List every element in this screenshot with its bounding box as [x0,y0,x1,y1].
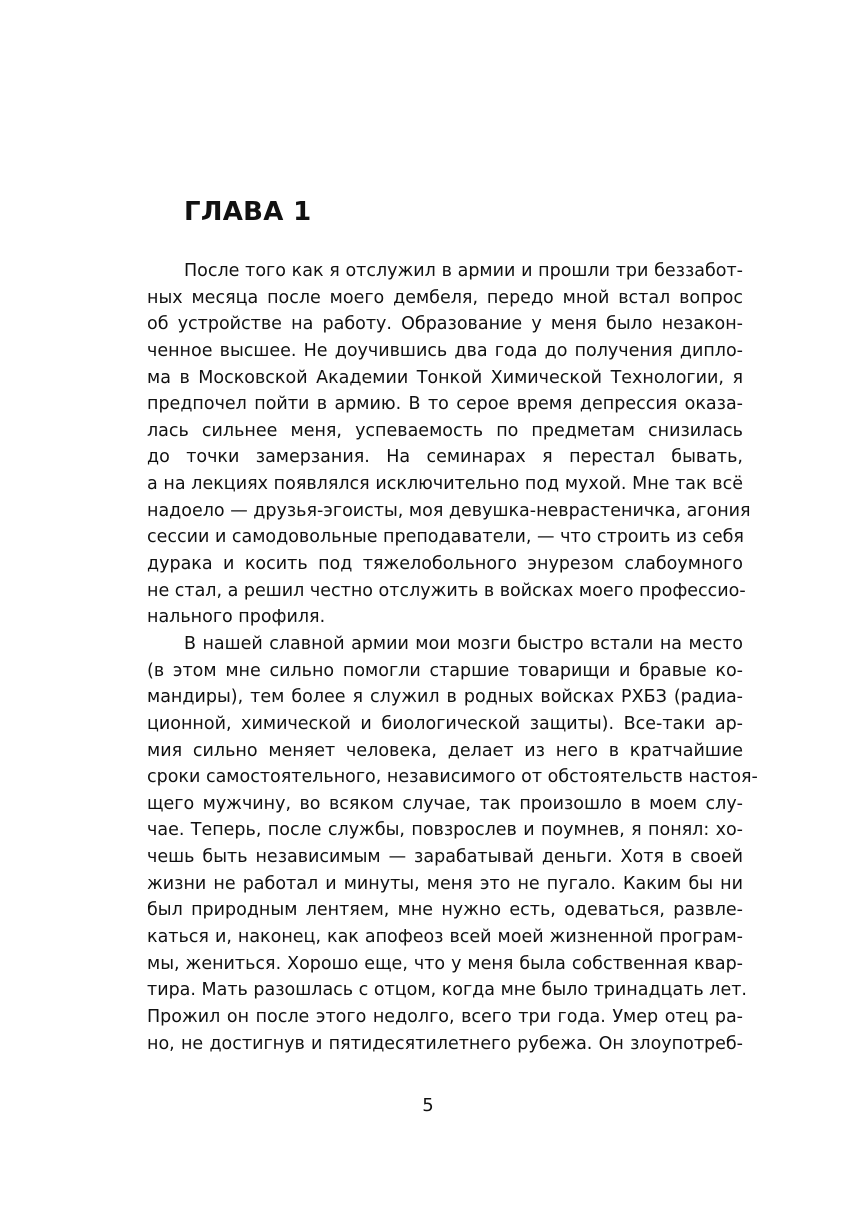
text-line: а на лекциях появлялся исключительно под мухой. Мне так всё [147,474,743,495]
paragraph-2 [147,631,758,1057]
text-line: (в этом мне сильно помогли старшие товарищи и бравые ко- [147,660,743,681]
text-line: мы, жениться. Хорошо еще, что у меня была собственная квар- [147,953,743,974]
text-line: но, не достигнув и пятидесятилетнего рубежа. Он злоупотреб- [147,1033,743,1054]
text-line: ных месяца после моего дембеля, передо мной встал вопрос [147,287,743,308]
text-line: жизни не работал и минуты, меня это не пугало. Каким бы ни [147,873,743,894]
text-line: надоело — друзья-эгоисты, моя девушка-неврастеничка, агония [147,500,751,521]
text-line: мия сильно меняет человека, делает из него в кратчайшие [147,740,743,761]
text-line: чешь быть независимым — зарабатывай деньги. Хотя в своей [147,847,743,868]
text-line: ционной, химической и биологической защиты). Все-таки ар- [147,713,743,734]
text-line: чае. Теперь, после службы, повзрослев и поумнев, я понял: хо- [147,820,743,841]
text-line: ма в Московской Академии Тонкой Химической Технологии, я [147,367,743,388]
text-line: был природным лентяем, мне нужно есть, одеваться, развле- [147,900,743,921]
chapter-title: ГЛАВА 1 [184,197,312,227]
text-line: не стал, а решил честно отслужить в войсках моего профессио- [147,580,746,601]
body-text [147,258,758,1057]
text-line: дурака и косить под тяжелобольного энурезом слабоумного [147,554,743,575]
paragraph-1 [147,258,751,631]
text-line: щего мужчину, во всяком случае, так произошло в моем слу- [147,793,743,814]
text-line: После того как я отслужил в армии и прошли три беззабот- [184,261,743,281]
text-line: В нашей славной армии мои мозги быстро встали на место [184,633,743,654]
text-line: до точки замерзания. На семинарах я перестал бывать, [147,447,743,468]
text-line: нального профиля. [147,607,326,628]
text-line: предпочел пойти в армию. В то серое время депрессия оказа- [147,394,743,415]
text-line: Прожил он после этого недолго, всего три года. Умер отец ра- [147,1006,743,1027]
page-number: 5 [422,1095,434,1116]
text-line: тира. Мать разошлась с отцом, когда мне было тринадцать лет. [147,980,747,1001]
text-line: сессии и самодовольные преподаватели, — что строить из себя [147,527,744,548]
text-line: каться и, наконец, как апофеоз всей моей жизненной програм- [147,927,743,948]
text-line: мандиры), тем более я служил в родных войсках РХБЗ (радиа- [147,687,743,708]
text-line: сроки самостоятельного, независимого от обстоятельств настоя- [147,767,758,788]
text-line: об устройстве на работу. Образование у меня было незакон- [147,314,743,335]
text-line: ченное высшее. Не доучившись два года до получения дипло- [147,340,743,361]
text-line: лась сильнее меня, успеваемость по предметам снизилась [147,420,743,441]
